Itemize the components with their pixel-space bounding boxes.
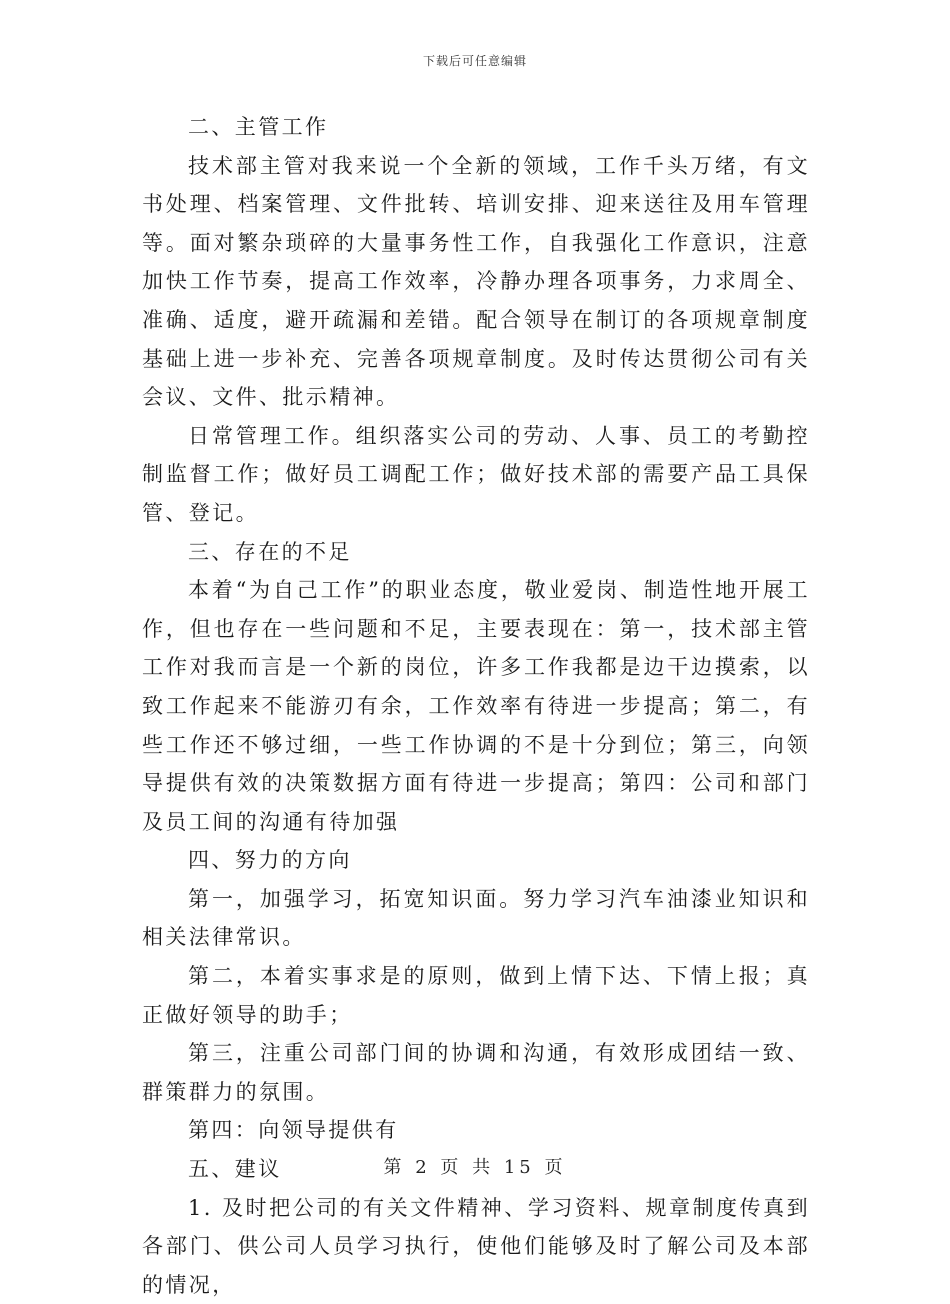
- section-heading-direction: 四、努力的方向: [188, 848, 352, 873]
- paragraph-suggestion-one: 1. 及时把公司的有关文件精神、学习资料、规章制度传真到各部门、供公司人员学习执行，使他们能够及时了解公司及本部的情况，: [142, 1195, 810, 1297]
- paragraph-daily-management: 日常管理工作。组织落实公司的劳动、人事、员工的考勤控制监督工作；做好员工调配工作；做好技术部的需要产品工具保管、登记。: [142, 423, 810, 525]
- paragraph-direction-second: 第二，本着实事求是的原则，做到上情下达、下情上报；真正做好领导的助手；: [142, 964, 810, 1027]
- page-number-footer: 第 2 页 共 15 页: [383, 1157, 567, 1178]
- document-body: [142, 108, 810, 1304]
- section-heading-shortcomings: 三、存在的不足: [188, 539, 352, 564]
- paragraph-shortcomings: 本着“为自己工作”的职业态度，敬业爱岗、制造性地开展工作，但也存在一些问题和不足，主要表现在：第一，技术部主管工作对我而言是一个新的岗位，许多工作我都是边干边摸索，以致工作起来不能游刃有余，工作效率有待进一步提高；第二，有些工作还不够过细，一些工作协调的不是十分到位；第三，向领导提供有效的决策数据方面有待进一步提高；第四：公司和部门及员工间的沟通有待加强: [142, 578, 810, 834]
- paragraph-management-duties: 技术部主管对我来说一个全新的领域，工作千头万绪，有文书处理、档案管理、文件批转、培训安排、迎来送往及用车管理等。面对繁杂琐碎的大量事务性工作，自我强化工作意识，注意加快工作节奏，提高工作效率，冷静办理各项事务，力求周全、准确、适度，避开疏漏和差错。配合领导在制订的各项规章制度基础上进一步补充、完善各项规章制度。及时传达贯彻公司有关会议、文件、批示精神。: [142, 153, 810, 410]
- section-heading-suggestions: 五、建议: [188, 1157, 282, 1182]
- page-header-note: 下载后可任意编辑: [422, 54, 527, 68]
- section-heading-management: 二、主管工作: [188, 115, 329, 139]
- paragraph-direction-fourth: 第四：向领导提供有: [188, 1118, 399, 1143]
- paragraph-direction-first: 第一，加强学习，拓宽知识面。努力学习汽车油漆业知识和相关法律常识。: [142, 886, 810, 950]
- paragraph-direction-third: 第三，注重公司部门间的协调和沟通，有效形成团结一致、群策群力的氛围。: [142, 1041, 810, 1104]
